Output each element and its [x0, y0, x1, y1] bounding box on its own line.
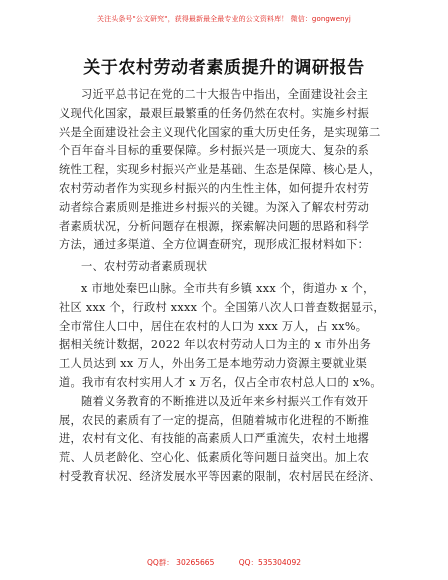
- text-line: 兴是全面建设社会主义现代化国家的重大历史任务，是实现第二: [59, 125, 381, 139]
- text-line: 者素质状况，分析问题存在根源，探索解决问题的思路和科学: [59, 219, 370, 233]
- section-heading: 一、农村劳动者素质现状: [81, 260, 208, 274]
- text-line: 荒、人员老龄化、空心化、低素质化等问题日益突出。加上农: [59, 451, 370, 465]
- paragraph-intro: [59, 86, 391, 255]
- text-line: 随着义务教育的不断推进以及近年来乡村振兴工作有效开: [81, 394, 369, 408]
- text-line: x 市地处秦巴山脉。全市共有乡镇 xxx 个，街道办 x 个，: [81, 281, 375, 295]
- text-line: 方法，通过多渠道、全方位调查研究，现形成汇报材料如下：: [59, 238, 370, 252]
- footer-qq-group: QQ群： 30265665: [146, 558, 215, 567]
- text-line: 工人员达到 xx 万人，外出务工是本地劳动力资源主要就业渠: [59, 357, 368, 371]
- text-line: 全市常住人口中，居住在农村的人口为 xxx 万人，占 xx%。: [59, 319, 368, 333]
- document-title: 关于农村劳动者素质提升的调研报告: [83, 58, 365, 78]
- text-line: 展，农民的素质有了一定的提高，但随着城市化进程的不断推: [59, 413, 370, 427]
- text-line: 农村劳动者作为实现乡村振兴的内生性主体，如何提升农村劳: [59, 181, 370, 195]
- document-body: [59, 86, 391, 487]
- text-line: 义现代化国家，最艰巨最繁重的任务仍然在农村。实施乡村振: [59, 106, 370, 120]
- footer-contact: [0, 557, 448, 568]
- text-line: 动者综合素质则是推进乡村振兴的关键。为深入了解农村劳动: [59, 200, 370, 214]
- header-banner: 关注头条号"公文研究"，获得最新最全最专业的公文资料库！ 微信：gongwenyj: [97, 15, 351, 23]
- text-line: 村受教育状况、经济发展水平等因素的限制，农村居民在经济、: [59, 469, 381, 483]
- text-line: 统性工程，实现乡村振兴产业是基础、生态是保障、核心是人，: [59, 163, 381, 177]
- text-line: 据相关统计数据，2022 年以农村劳动人口为主的 x 市外出务: [59, 338, 372, 352]
- text-line: 社区 xxx 个，行政村 xxxx 个。全国第八次人口普查数据显示，: [59, 300, 385, 314]
- text-line: 个百年奋斗目标的重要保障。乡村振兴是一项庞大、复杂的系: [59, 144, 370, 158]
- text-line: 进，农村有文化、有技能的高素质人口严重流失，农村土地撂: [59, 432, 370, 446]
- text-line: 习近平总书记在党的二十大报告中指出，全面建设社会主: [81, 88, 369, 101]
- text-line: 道。我市有农村实用人才 x 万名，仅占全市农村总人口的 x%。: [59, 375, 382, 389]
- paragraph-status: [59, 280, 391, 487]
- footer-qq: QQ：535304092: [238, 558, 302, 567]
